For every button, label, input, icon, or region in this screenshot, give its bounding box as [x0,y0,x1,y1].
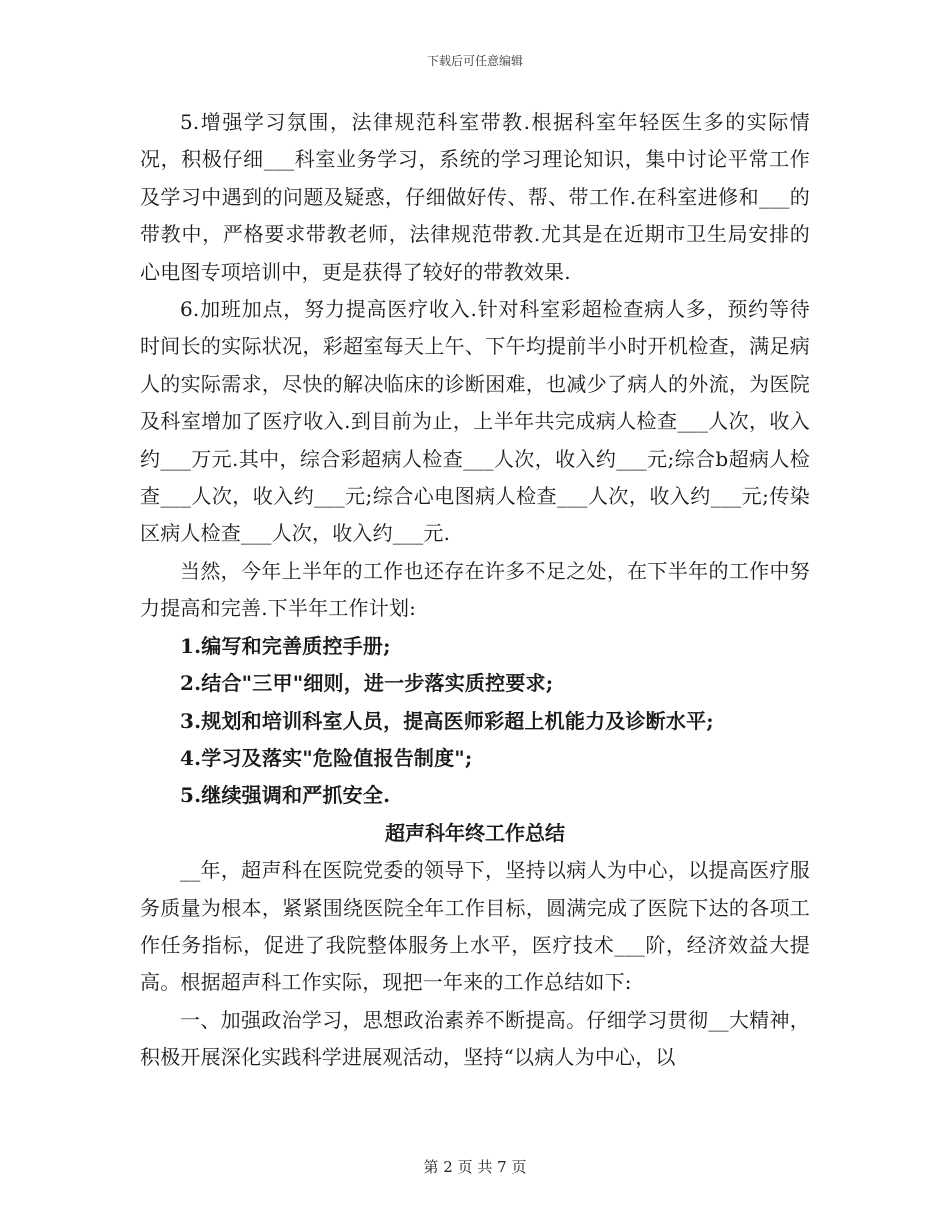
section-title: 超声科年终工作总结 [385,820,565,845]
document-body [140,104,810,1077]
plan-item-2: 2.结合"三甲"细则，进一步落实质控要求; [180,671,554,696]
plan-item-3: 3.规划和培训科室人员，提高医师彩超上机能力及诊断水平; [180,708,714,733]
plan-item-1: 1.编写和完善质控手册; [180,633,391,658]
plan-item-5: 5.继续强调和严抓安全. [180,783,391,808]
paragraph-political-study: 一、加强政治学习，思想政治素养不断提高。仔细学习贯彻__大精神，积极开展深化实践科学进展观活动，坚持“以病人为中心，以 [140,1007,810,1070]
paragraph-annual-intro: __年，超声科在医院党委的领导下，坚持以病人为中心，以提高医疗服务质量为根本，紧紧围绕医院全年工作目标，圆满完成了医院下达的各项工作任务指标，促进了我院整体服务上水平，医疗技术___阶，经济效益大提高。根据超声科工作实际，现把一年来的工作总结如下: [140,858,810,995]
paragraph-shortcomings: 当然，今年上半年的工作也还存在许多不足之处，在下半年的工作中努力提高和完善.下半年工作计划: [140,558,810,621]
paragraph-item-5-teaching: 5.增强学习氛围，法律规范科室带教.根据科室年轻医生多的实际情况，积极仔细___科室业务学习，系统的学习理论知识，集中讨论平常工作及学习中遇到的问题及疑惑，仔细做好传、帮、带工作.在科室进修和___的带教中，严格要求带教老师，法律规范带教.尤其是在近期市卫生局安排的心电图专项培训中，更是获得了较好的带教效果. [140,110,810,284]
page-number-footer: 第 2 页 共 7 页 [423,1158,527,1176]
paragraph-item-6-overtime: 6.加班加点，努力提高医疗收入.针对科室彩超检查病人多，预约等待时间长的实际状况，彩超室每天上午、下午均提前半小时开机检查，满足病人的实际需求，尽快的解决临床的诊断困难，也减少了病人的外流，为医院及科室增加了医疗收入.到目前为止，上半年共完成病人检查___人次，收入约___万元.其中，综合彩超病人检查___人次，收入约___元;综合b超病人检查___人次，收入约___元;综合心电图病人检查___人次，收入约___元;传染区病人检查___人次，收入约___元. [140,297,810,546]
plan-item-4: 4.学习及落实"危险值报告制度"; [180,745,473,770]
page-header: 下载后可任意编辑 [426,54,523,68]
